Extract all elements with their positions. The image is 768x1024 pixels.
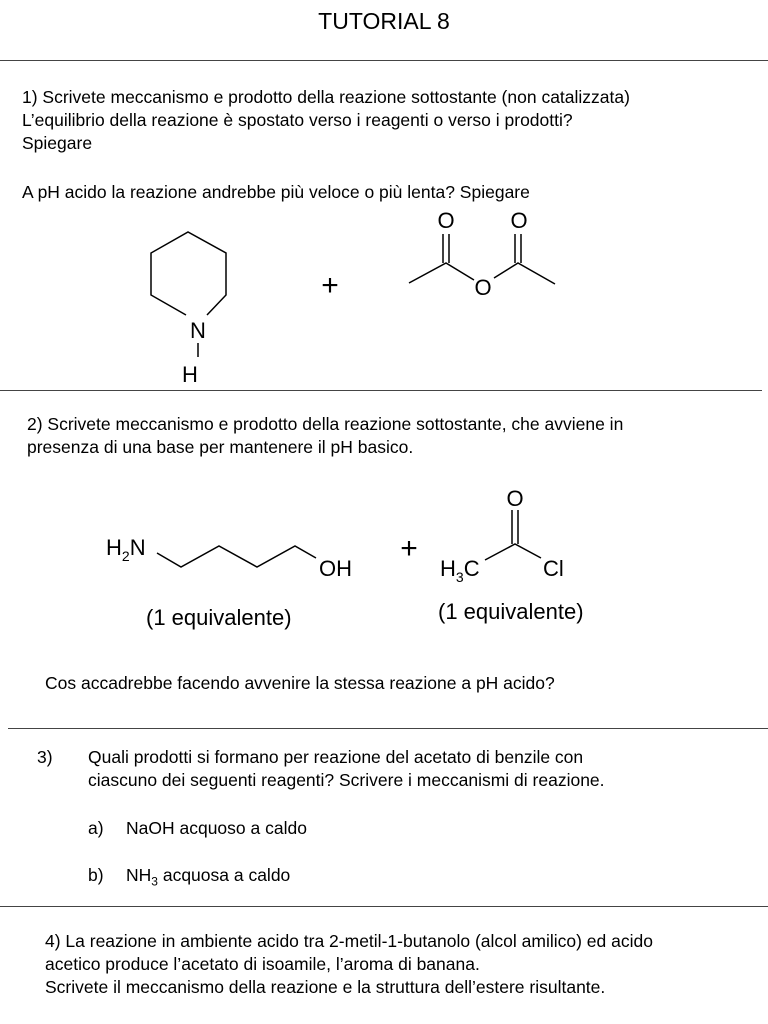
piperidine-ring	[151, 232, 226, 315]
divider	[0, 906, 768, 907]
divider	[0, 60, 768, 61]
butyl-chain	[157, 546, 316, 567]
acyl-o-label: O	[506, 486, 524, 511]
q1-reaction-scheme	[0, 205, 768, 385]
anhydride-skeleton	[409, 263, 474, 283]
equivalent-left: (1 equivalente)	[146, 605, 292, 630]
page-title: TUTORIAL 8	[318, 8, 450, 34]
q2-reaction-scheme	[0, 480, 768, 610]
methyl-label: $H_3C$	[440, 556, 480, 585]
oh-label: OH	[319, 556, 352, 581]
piperidine-n-label: N	[190, 318, 206, 343]
equivalent-right: (1 equivalente)	[438, 599, 584, 624]
q1-text: 1) Scrivete meccanismo e prodotto della reazione sottostante (non catalizzata) L’equilibrio della reazione è spostato verso i reagenti o verso i prodotti? Spiegare	[22, 87, 630, 153]
anhydride-o-right: O	[510, 208, 528, 233]
divider	[0, 390, 762, 391]
piperidine-h-label: H	[182, 362, 198, 387]
q3-item-text: $NH_3$ acquosa a caldo	[126, 865, 291, 889]
q3-text: Quali prodotti si formano per reazione del acetato di benzile con ciascuno dei seguenti reagenti? Scrivere i meccanismi di reazione.	[88, 747, 605, 790]
anhydride-skeleton-right	[494, 263, 555, 284]
q1-plus-sign: +	[321, 269, 339, 302]
q1-question-ph: A pH acido la reazione andrebbe più veloce o più lenta? Spiegare	[22, 182, 530, 202]
q2-plus-sign: +	[400, 532, 418, 565]
q2-question-ph: Cos accadrebbe facendo avvenire la stessa reazione a pH acido?	[45, 673, 555, 693]
q3-number: 3)	[37, 747, 53, 767]
q3-item-marker: a)	[88, 818, 104, 838]
q4-text: 4) La reazione in ambiente acido tra 2-metil-1-butanolo (alcol amilico) ed acido acetico produce l’acetato di isoamile, l’aroma di banana. Scrivete il meccanismo della reazione e la struttura dell’estere risultante.	[45, 931, 653, 997]
divider	[8, 728, 768, 729]
anhydride-o-left: O	[437, 208, 455, 233]
q2-text: 2) Scrivete meccanismo e prodotto della reazione sottostante, che avviene in presenza di una base per mantenere il pH basico.	[27, 414, 624, 457]
anhydride-o-bridge: O	[474, 275, 492, 300]
q3-item-text: NaOH acquoso a caldo	[126, 818, 307, 838]
cl-label: Cl	[543, 556, 564, 581]
q3-item-marker: b)	[88, 865, 104, 885]
acyl-skeleton	[485, 544, 541, 560]
amine-h-label: $H_2N$	[106, 535, 146, 564]
